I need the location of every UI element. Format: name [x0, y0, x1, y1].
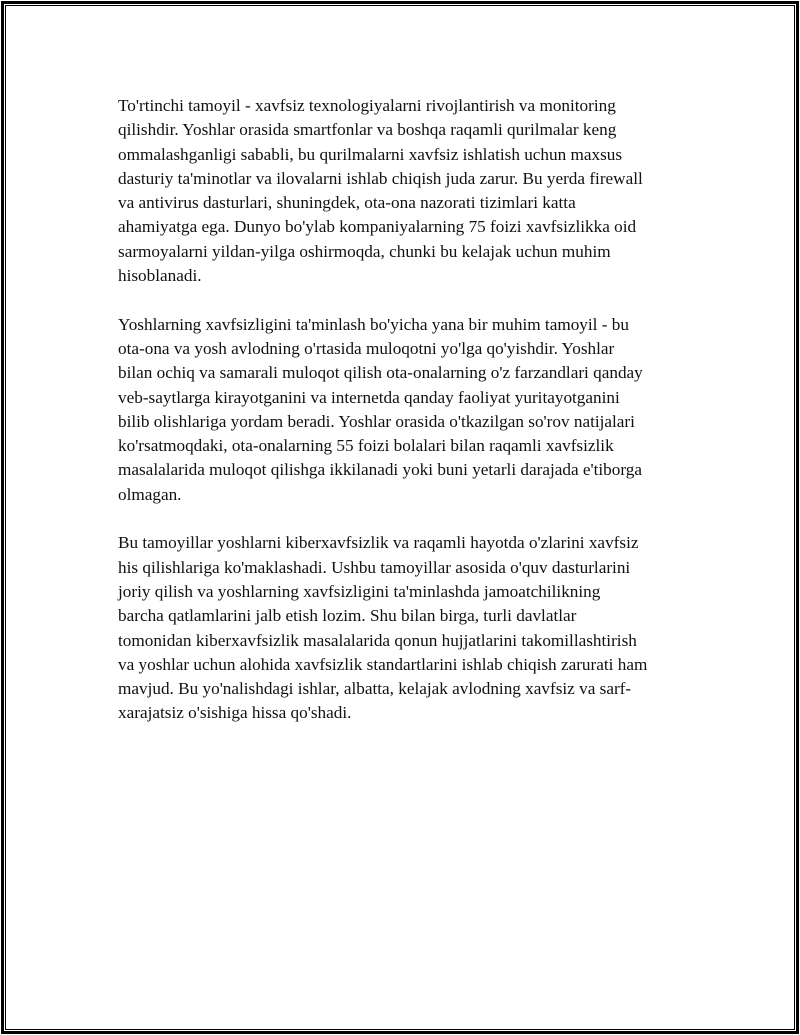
paragraph-parent-communication: Yoshlarning xavfsizligini ta'minlash bo'yicha yana bir muhim tamoyil - bu ota-ona va yosh avlodning o'rtasida muloqotni yo'lga qo'yishdir. Yoshlar bilan ochiq va samarali muloqot qilish ota-onalarning o'z farzandlari qanday veb-saytlarga kirayotganini va internetda qanday faoliyat yuritayotganini bilib olishlariga yordam beradi. Yoshlar orasida o'tkazilgan so'rov natijalari ko'rsatmoqdaki, ota-onalarning 55 foizi bolalari bilan raqamli xavfsizlik masalalarida muloqot qilishga ikkilanadi yoki buni yetarli darajada e'tiborga olmagan. — [118, 314, 643, 504]
paragraph-principles-summary: Bu tamoyillar yoshlarni kiberxavfsizlik va raqamli hayotda o'zlarini xavfsiz his qilishlariga ko'maklashadi. Ushbu tamoyillar asosida o'quv dasturlarini joriy qilish va yoshlarning xavfsizligini ta'minlashda jamoatchilikning barcha qatlamlarini jalb etish lozim. Shu bilan birga, turli davlatlar tomonidan kiberxavfsizlik masalalarida qonun hujjatlarini takomillashtirish va yoshlar uchun alohida xavfsizlik standartlarini ishlab chiqish zarurati ham mavjud. Bu yo'nalishdagi ishlar, albatta, kelajak avlodning xavfsiz va sarf- xarajatsiz o'sishiga hissa qo'shadi. — [118, 533, 648, 723]
document-body — [118, 94, 683, 750]
paragraph-technology-monitoring: To'rtinchi tamoyil - xavfsiz texnologiyalarni rivojlantirish va monitoring qilishdir. Yoshlar orasida smartfonlar va boshqa raqamli qurilmalar keng ommalashganligi sababli, bu qurilmalarni xavfsiz ishlatish uchun maxsus dasturiy ta'minotlar va ilovalarni ishlab chiqish juda zarur. Bu yerda firewall va antivirus dasturlari, shuningdek, ota-ona nazorati tizimlari katta ahamiyatga ega. Dunyo bo'ylab kompaniyalarning 75 foizi xavfsizlikka oid sarmoyalarni yildan-yilga oshirmoqda, chunki bu kelajak uchun muhim hisoblanadi. — [118, 96, 643, 286]
